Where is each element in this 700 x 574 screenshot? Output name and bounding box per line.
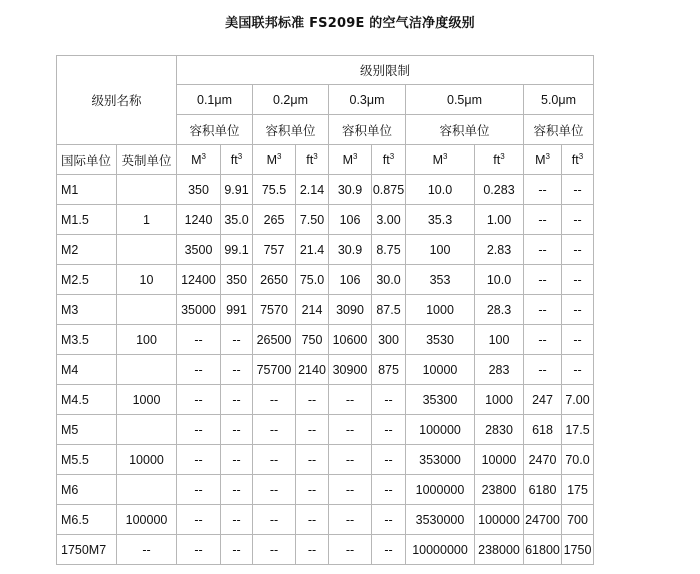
value-cell: --: [253, 415, 296, 445]
value-cell: --: [329, 385, 372, 415]
value-cell: --: [253, 445, 296, 475]
value-cell: --: [372, 535, 406, 565]
m3-unit-header: [524, 145, 562, 175]
value-cell: --: [221, 505, 253, 535]
value-cell: --: [372, 445, 406, 475]
value-cell: --: [562, 235, 594, 265]
value-cell: 700: [562, 505, 594, 535]
value-cell: --: [562, 205, 594, 235]
size-header-0.3um: 0.3μm: [329, 85, 406, 115]
value-cell: 875: [372, 355, 406, 385]
value-cell: 28.3: [475, 295, 524, 325]
si-class-cell: M2: [57, 235, 117, 265]
value-cell: --: [524, 175, 562, 205]
volume-unit-header: 容积单位: [253, 115, 329, 145]
value-cell: --: [329, 445, 372, 475]
value-cell: 12400: [177, 265, 221, 295]
value-cell: 3500: [177, 235, 221, 265]
value-cell: --: [329, 415, 372, 445]
value-cell: --: [329, 535, 372, 565]
table-row: [57, 235, 594, 265]
si-class-cell: M3: [57, 295, 117, 325]
value-cell: 30900: [329, 355, 372, 385]
value-cell: 353: [406, 265, 475, 295]
value-cell: --: [177, 505, 221, 535]
value-cell: 3530000: [406, 505, 475, 535]
value-cell: --: [177, 355, 221, 385]
value-cell: 1.00: [475, 205, 524, 235]
value-cell: 991: [221, 295, 253, 325]
page-title: 美国联邦标准 FS209E 的空气洁净度级别: [225, 16, 475, 31]
value-cell: 10000: [475, 445, 524, 475]
value-cell: 35.0: [221, 205, 253, 235]
value-cell: 1750: [562, 535, 594, 565]
value-cell: 2470: [524, 445, 562, 475]
imperial-class-cell: 10: [117, 265, 177, 295]
table-row: [57, 175, 594, 205]
header-row-limit: [57, 56, 594, 85]
imperial-class-cell: [117, 295, 177, 325]
value-cell: 350: [177, 175, 221, 205]
value-cell: 750: [296, 325, 329, 355]
value-cell: 618: [524, 415, 562, 445]
table-row: [57, 535, 594, 565]
table-row: [57, 205, 594, 235]
value-cell: 238000: [475, 535, 524, 565]
value-cell: 100: [475, 325, 524, 355]
m3-unit-header: [177, 145, 221, 175]
unit-base: ft: [306, 152, 314, 167]
value-cell: --: [221, 445, 253, 475]
value-cell: 35000: [177, 295, 221, 325]
value-cell: --: [524, 205, 562, 235]
value-cell: 61800: [524, 535, 562, 565]
value-cell: --: [253, 535, 296, 565]
value-cell: 1240: [177, 205, 221, 235]
si-class-cell: M1: [57, 175, 117, 205]
value-cell: 265: [253, 205, 296, 235]
table-row: [57, 325, 594, 355]
imperial-class-cell: 100000: [117, 505, 177, 535]
value-cell: 3530: [406, 325, 475, 355]
imperial-unit-header: 英制单位: [117, 145, 177, 175]
value-cell: --: [296, 505, 329, 535]
value-cell: 2.83: [475, 235, 524, 265]
si-class-cell: M5: [57, 415, 117, 445]
value-cell: --: [177, 415, 221, 445]
value-cell: 247: [524, 385, 562, 415]
value-cell: 24700: [524, 505, 562, 535]
value-cell: 75.5: [253, 175, 296, 205]
value-cell: 10000: [406, 355, 475, 385]
size-header-0.2um: 0.2μm: [253, 85, 329, 115]
value-cell: --: [253, 385, 296, 415]
value-cell: 175: [562, 475, 594, 505]
value-cell: 10.0: [475, 265, 524, 295]
value-cell: --: [296, 445, 329, 475]
m3-unit-header: [406, 145, 475, 175]
value-cell: --: [524, 265, 562, 295]
value-cell: --: [372, 415, 406, 445]
unit-base: M: [191, 152, 202, 167]
value-cell: 0.875: [372, 175, 406, 205]
value-cell: --: [372, 475, 406, 505]
value-cell: 2140: [296, 355, 329, 385]
value-cell: --: [524, 355, 562, 385]
imperial-class-cell: [117, 355, 177, 385]
size-header-0.5um: 0.5μm: [406, 85, 524, 115]
unit-base: ft: [382, 152, 390, 167]
imperial-class-cell: [117, 175, 177, 205]
value-cell: 353000: [406, 445, 475, 475]
ft3-unit-header: [475, 145, 524, 175]
value-cell: --: [524, 235, 562, 265]
value-cell: --: [562, 295, 594, 325]
imperial-class-cell: 10000: [117, 445, 177, 475]
ft3-unit-header: [296, 145, 329, 175]
volume-unit-header: 容积单位: [329, 115, 406, 145]
value-cell: --: [177, 325, 221, 355]
si-class-cell: M4: [57, 355, 117, 385]
value-cell: --: [524, 325, 562, 355]
value-cell: --: [296, 415, 329, 445]
imperial-class-cell: [117, 475, 177, 505]
table-row: [57, 445, 594, 475]
unit-exponent: 3: [442, 151, 448, 161]
unit-base: M: [535, 152, 546, 167]
value-cell: 106: [329, 205, 372, 235]
volume-unit-header: 容积单位: [406, 115, 524, 145]
cleanliness-class-table: [56, 55, 594, 565]
ft3-unit-header: [372, 145, 406, 175]
unit-exponent: 3: [201, 151, 206, 161]
value-cell: 2650: [253, 265, 296, 295]
si-class-cell: M2.5: [57, 265, 117, 295]
value-cell: 3090: [329, 295, 372, 325]
si-class-cell: 1750M7: [57, 535, 117, 565]
unit-exponent: 3: [352, 151, 358, 161]
table-row: [57, 475, 594, 505]
value-cell: --: [562, 355, 594, 385]
value-cell: --: [562, 175, 594, 205]
value-cell: 1000: [475, 385, 524, 415]
si-class-cell: M6: [57, 475, 117, 505]
value-cell: --: [253, 505, 296, 535]
size-header-0.1um: 0.1μm: [177, 85, 253, 115]
limit-header: 级别限制: [177, 56, 594, 85]
value-cell: --: [562, 265, 594, 295]
value-cell: 70.0: [562, 445, 594, 475]
value-cell: --: [221, 385, 253, 415]
value-cell: 9.91: [221, 175, 253, 205]
value-cell: --: [296, 385, 329, 415]
value-cell: --: [177, 475, 221, 505]
imperial-class-cell: 1: [117, 205, 177, 235]
value-cell: --: [372, 505, 406, 535]
value-cell: 35.3: [406, 205, 475, 235]
value-cell: 87.5: [372, 295, 406, 325]
value-cell: --: [177, 535, 221, 565]
value-cell: --: [372, 385, 406, 415]
value-cell: --: [221, 415, 253, 445]
imperial-class-cell: 100: [117, 325, 177, 355]
unit-base: ft: [571, 152, 579, 167]
size-header-5.0um: 5.0μm: [524, 85, 594, 115]
value-cell: 214: [296, 295, 329, 325]
value-cell: --: [221, 355, 253, 385]
table-row: [57, 505, 594, 535]
unit-base: M: [432, 152, 443, 167]
value-cell: --: [253, 475, 296, 505]
value-cell: 21.4: [296, 235, 329, 265]
value-cell: 7570: [253, 295, 296, 325]
value-cell: 6180: [524, 475, 562, 505]
unit-base: M: [342, 152, 353, 167]
value-cell: --: [329, 475, 372, 505]
value-cell: --: [221, 475, 253, 505]
value-cell: --: [562, 325, 594, 355]
value-cell: 283: [475, 355, 524, 385]
header-row-units: [57, 145, 594, 175]
value-cell: 26500: [253, 325, 296, 355]
unit-exponent: 3: [545, 151, 550, 161]
unit-base: ft: [493, 152, 501, 167]
value-cell: 300: [372, 325, 406, 355]
value-cell: 2830: [475, 415, 524, 445]
value-cell: 30.9: [329, 235, 372, 265]
unit-exponent: 3: [313, 151, 318, 161]
unit-exponent: 3: [389, 151, 395, 161]
si-class-cell: M5.5: [57, 445, 117, 475]
unit-exponent: 3: [276, 151, 282, 161]
ft3-unit-header: [562, 145, 594, 175]
volume-unit-header: 容积单位: [524, 115, 594, 145]
value-cell: 2.14: [296, 175, 329, 205]
value-cell: --: [221, 535, 253, 565]
value-cell: 1000000: [406, 475, 475, 505]
value-cell: 75700: [253, 355, 296, 385]
si-class-cell: M6.5: [57, 505, 117, 535]
value-cell: 10600: [329, 325, 372, 355]
table-row: [57, 355, 594, 385]
value-cell: 30.9: [329, 175, 372, 205]
level-name-header: 级别名称: [57, 56, 177, 145]
imperial-class-cell: [117, 415, 177, 445]
value-cell: --: [221, 325, 253, 355]
value-cell: 10.0: [406, 175, 475, 205]
value-cell: 75.0: [296, 265, 329, 295]
unit-exponent: 3: [578, 151, 584, 161]
table-row: [57, 265, 594, 295]
value-cell: --: [329, 505, 372, 535]
value-cell: 8.75: [372, 235, 406, 265]
value-cell: 17.5: [562, 415, 594, 445]
value-cell: 106: [329, 265, 372, 295]
value-cell: 350: [221, 265, 253, 295]
value-cell: --: [524, 295, 562, 325]
unit-exponent: 3: [237, 151, 243, 161]
value-cell: 7.50: [296, 205, 329, 235]
value-cell: 100000: [475, 505, 524, 535]
volume-unit-header: 容积单位: [177, 115, 253, 145]
value-cell: 99.1: [221, 235, 253, 265]
unit-base: M: [266, 152, 277, 167]
imperial-class-cell: [117, 235, 177, 265]
si-class-cell: M3.5: [57, 325, 117, 355]
si-class-cell: M1.5: [57, 205, 117, 235]
imperial-class-cell: 1000: [117, 385, 177, 415]
value-cell: 30.0: [372, 265, 406, 295]
unit-exponent: 3: [500, 151, 505, 161]
value-cell: 3.00: [372, 205, 406, 235]
value-cell: --: [177, 445, 221, 475]
intl-unit-header: 国际单位: [57, 145, 117, 175]
value-cell: --: [296, 475, 329, 505]
table-row: [57, 295, 594, 325]
table-row: [57, 385, 594, 415]
imperial-class-cell: --: [117, 535, 177, 565]
value-cell: 7.00: [562, 385, 594, 415]
table-row: [57, 415, 594, 445]
value-cell: 0.283: [475, 175, 524, 205]
value-cell: 100000: [406, 415, 475, 445]
m3-unit-header: [253, 145, 296, 175]
m3-unit-header: [329, 145, 372, 175]
value-cell: 100: [406, 235, 475, 265]
si-class-cell: M4.5: [57, 385, 117, 415]
value-cell: 10000000: [406, 535, 475, 565]
value-cell: --: [177, 385, 221, 415]
value-cell: 35300: [406, 385, 475, 415]
table-body: [57, 56, 594, 565]
value-cell: 1000: [406, 295, 475, 325]
value-cell: 23800: [475, 475, 524, 505]
value-cell: 757: [253, 235, 296, 265]
unit-base: ft: [230, 152, 238, 167]
ft3-unit-header: [221, 145, 253, 175]
value-cell: --: [296, 535, 329, 565]
